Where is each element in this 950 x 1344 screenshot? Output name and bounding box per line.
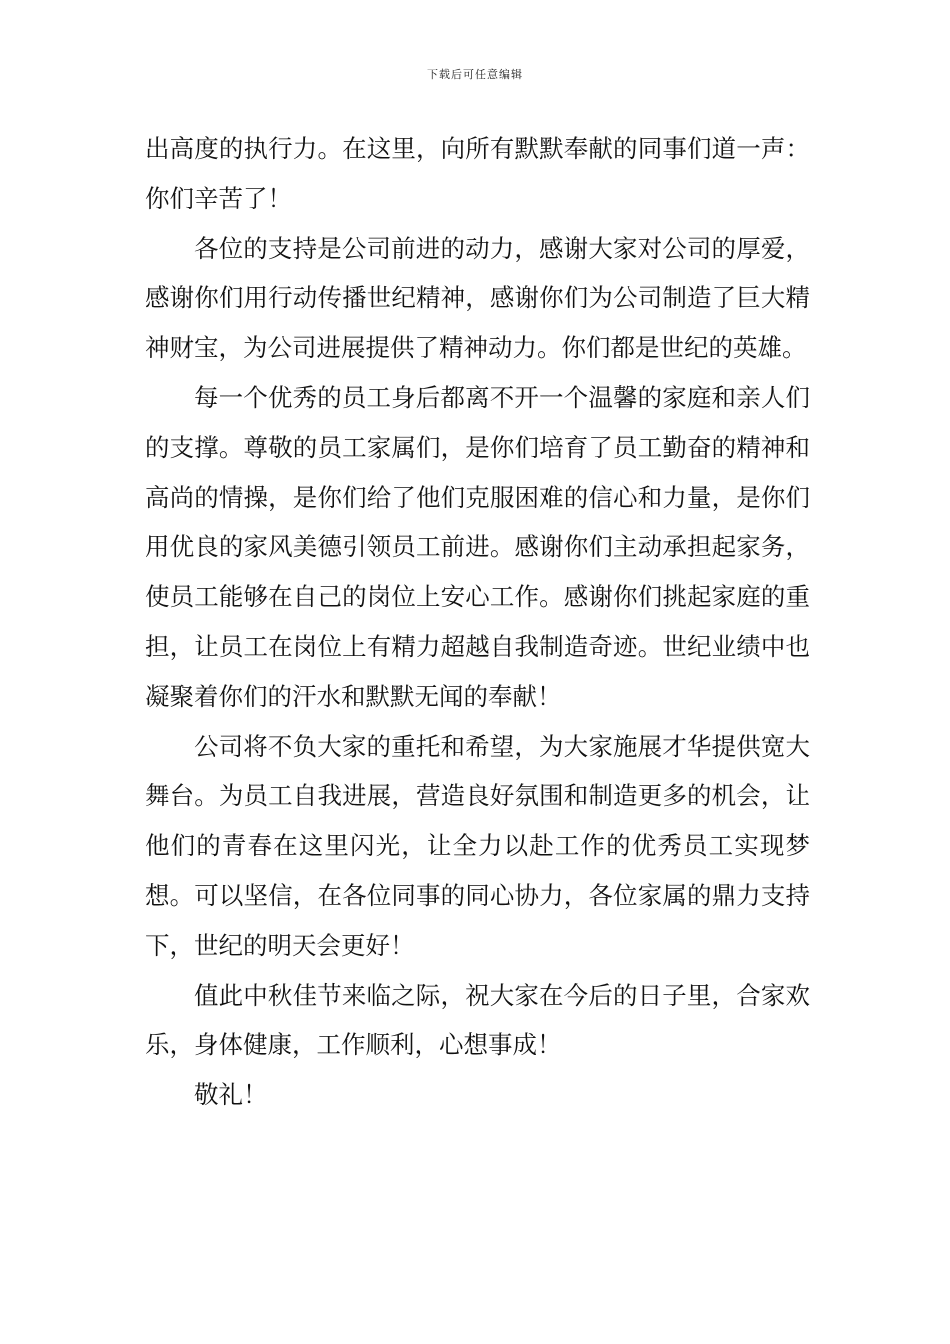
paragraph-continuation: 出高度的执行力。在这里，向所有默默奉献的同事们道一声：你们辛苦了！ [145,134,810,213]
paragraph-company-promise: 公司将不负大家的重托和希望，为大家施展才华提供宽大舞台。为员工自我进展，营造良好氛围和制造更多的机会，让他们的青春在这里闪光，让全力以赴工作的优秀员工实现梦想。可以坚信，在各位同事的同心协力，各位家属的鼎力支持下，世纪的明天会更好！ [145,731,810,960]
paragraph-salutation: 敬礼！ [194,1080,268,1110]
paragraph-families: 每一个优秀的员工身后都离不开一个温馨的家庭和亲人们的支撑。尊敬的员工家属们，是你们培育了员工勤奋的精神和高尚的情操，是你们给了他们克服困难的信心和力量，是你们用优良的家风美德引领员工前进。感谢你们主动承担起家务，使员工能够在自己的岗位上安心工作。感谢你们挑起家庭的重担，让员工在岗位上有精力超越自我制造奇迹。世纪业绩中也凝聚着你们的汗水和默默无闻的奉献！ [145,382,810,711]
page-header: 下载后可任意编辑 [427,68,523,81]
paragraph-festival-wishes: 值此中秋佳节来临之际，祝大家在今后的日子里，合家欢乐，身体健康，工作顺利，心想事成！ [145,980,810,1060]
document-body [145,124,810,1120]
paragraph-support: 各位的支持是公司前进的动力，感谢大家对公司的厚爱，感谢你们用行动传播世纪精神，感谢你们为公司制造了巨大精神财宝，为公司进展提供了精神动力。你们都是世纪的英雄。 [145,233,810,363]
